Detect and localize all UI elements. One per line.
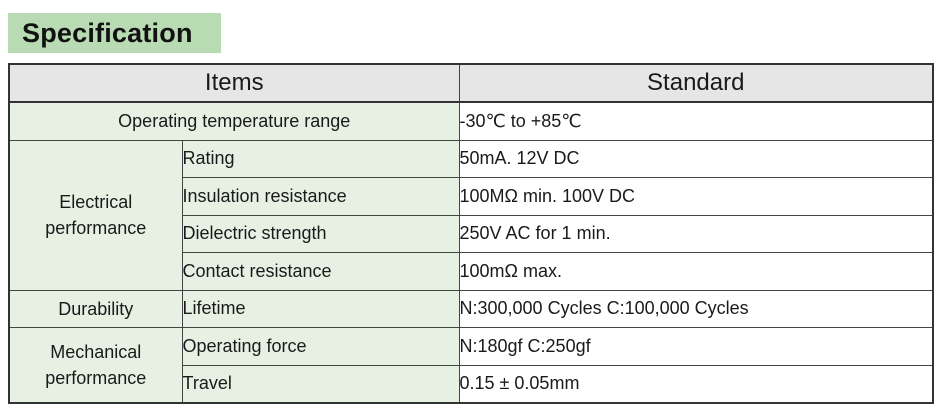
contact-resistance-value: 100mΩ max. — [459, 253, 933, 291]
table-row — [9, 328, 933, 366]
rating-label: Rating — [182, 140, 459, 178]
table-row — [9, 102, 933, 140]
lifetime-label: Lifetime — [182, 290, 459, 328]
operating-temperature-label: Operating temperature range — [9, 102, 459, 140]
contact-resistance-label: Contact resistance — [182, 253, 459, 291]
lifetime-value: N:300,000 Cycles C:100,000 Cycles — [459, 290, 933, 328]
header-standard: Standard — [459, 64, 933, 102]
dielectric-strength-label: Dielectric strength — [182, 215, 459, 253]
insulation-resistance-value: 100MΩ min. 100V DC — [459, 178, 933, 216]
rating-value: 50mA. 12V DC — [459, 140, 933, 178]
mechanical-performance-group — [9, 328, 182, 404]
specification-table — [8, 63, 934, 404]
operating-temperature-value: -30℃ to +85℃ — [459, 102, 933, 140]
table-header-row — [9, 64, 933, 102]
operating-force-label: Operating force — [182, 328, 459, 366]
group-label-line: performance — [45, 218, 147, 238]
travel-value: 0.15 ± 0.05mm — [459, 365, 933, 403]
travel-label: Travel — [182, 365, 459, 403]
dielectric-strength-value: 250V AC for 1 min. — [459, 215, 933, 253]
group-label-line: performance — [45, 368, 147, 388]
header-items: Items — [9, 64, 459, 102]
group-label-line: Mechanical — [50, 342, 142, 362]
insulation-resistance-label: Insulation resistance — [182, 178, 459, 216]
table-row — [9, 140, 933, 178]
page-title: Specification — [8, 13, 221, 53]
durability-group: Durability — [9, 290, 182, 328]
operating-force-value: N:180gf C:250gf — [459, 328, 933, 366]
table-row — [9, 290, 933, 328]
electrical-performance-group — [9, 140, 182, 290]
group-label-line: Electrical — [59, 192, 133, 212]
